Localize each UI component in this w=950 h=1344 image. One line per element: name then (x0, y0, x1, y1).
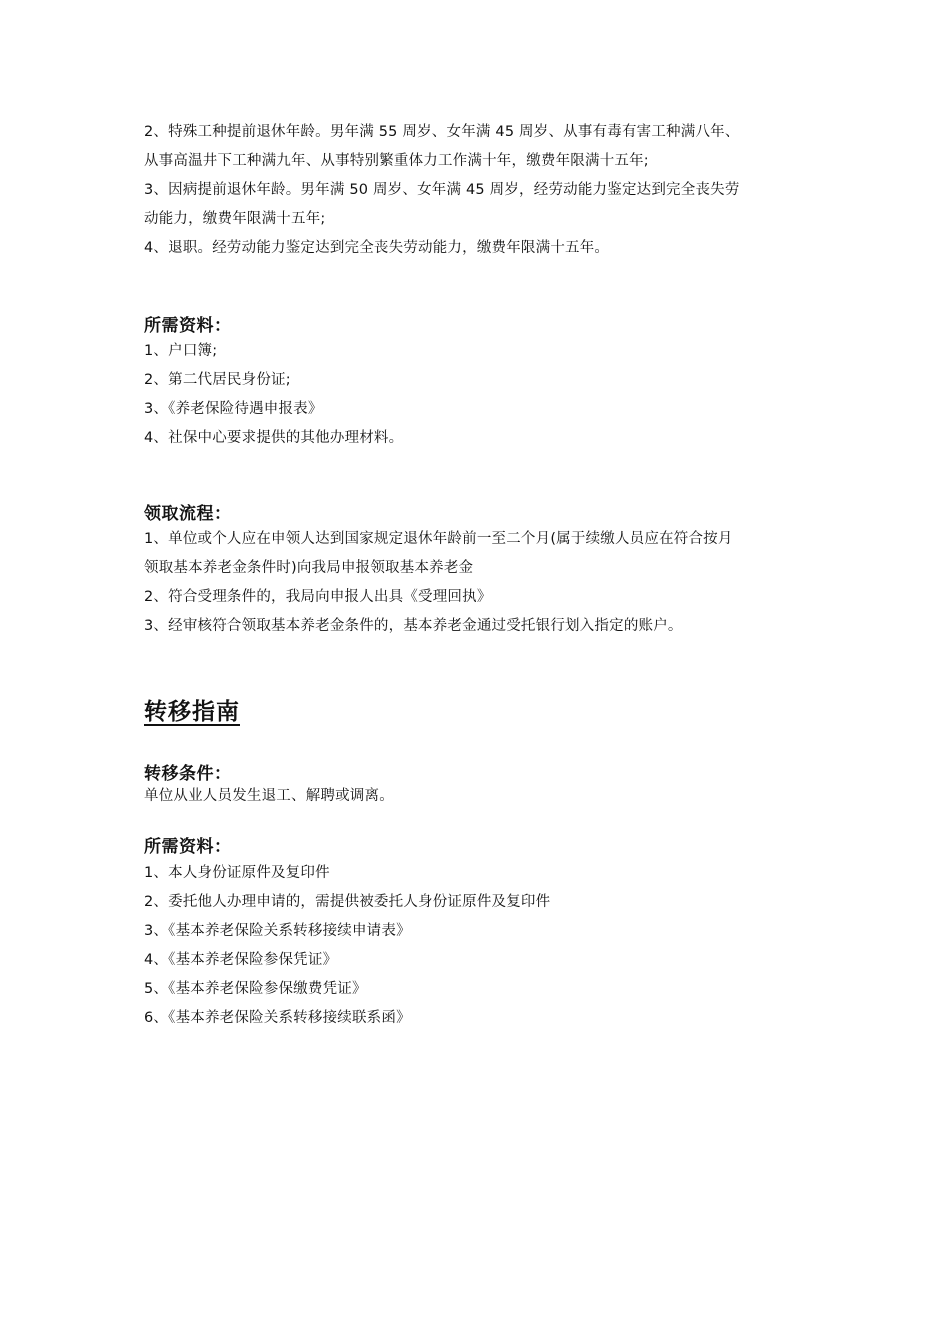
receive-materials-heading: 所需资料： (144, 316, 232, 336)
transfer-guide-title: 转移指南 (144, 699, 240, 725)
retirement-condition-line: 4、退职。经劳动能力鉴定达到完全丧失劳动能力，缴费年限满十五年。 (144, 240, 610, 256)
transfer-material-item: 3、《基本养老保险关系转移接续申请表》 (144, 923, 411, 939)
transfer-material-item: 5、《基本养老保险参保缴费凭证》 (144, 981, 367, 997)
receive-process-heading: 领取流程： (144, 504, 232, 524)
transfer-material-item: 2、委托他人办理申请的，需提供被委托人身份证原件及复印件 (144, 894, 551, 910)
receive-process-item: 1、单位或个人应在申领人达到国家规定退休年龄前一至二个月(属于续缴人员应在符合按月 (144, 531, 733, 547)
retirement-condition-line: 从事高温井下工种满九年、从事特别繁重体力工作满十年，缴费年限满十五年; (144, 153, 649, 169)
receive-process-item: 2、符合受理条件的，我局向申报人出具《受理回执》 (144, 589, 492, 605)
receive-material-item: 1、户口簿; (144, 343, 218, 359)
retirement-condition-line: 3、因病提前退休年龄。男年满 50 周岁、女年满 45 周岁，经劳动能力鉴定达到完全丧失劳 (144, 182, 740, 198)
receive-material-item: 3、《养老保险待遇申报表》 (144, 401, 323, 417)
transfer-materials-heading: 所需资料： (144, 837, 232, 857)
transfer-conditions-heading: 转移条件： (144, 764, 232, 784)
transfer-material-item: 6、《基本养老保险关系转移接续联系函》 (144, 1010, 411, 1026)
retirement-condition-line: 动能力，缴费年限满十五年; (144, 211, 326, 227)
receive-material-item: 2、第二代居民身份证; (144, 372, 291, 388)
receive-process-item: 领取基本养老金条件时)向我局申报领取基本养老金 (144, 560, 474, 576)
receive-process-item: 3、经审核符合领取基本养老金条件的，基本养老金通过受托银行划入指定的账户。 (144, 618, 683, 634)
transfer-conditions-text: 单位从业人员发生退工、解聘或调离。 (144, 788, 394, 804)
receive-material-item: 4、社保中心要求提供的其他办理材料。 (144, 430, 404, 446)
transfer-material-item: 4、《基本养老保险参保凭证》 (144, 952, 338, 968)
retirement-condition-line: 2、特殊工种提前退休年龄。男年满 55 周岁、女年满 45 周岁、从事有毒有害工种满八年、 (144, 124, 740, 140)
transfer-material-item: 1、本人身份证原件及复印件 (144, 865, 330, 881)
